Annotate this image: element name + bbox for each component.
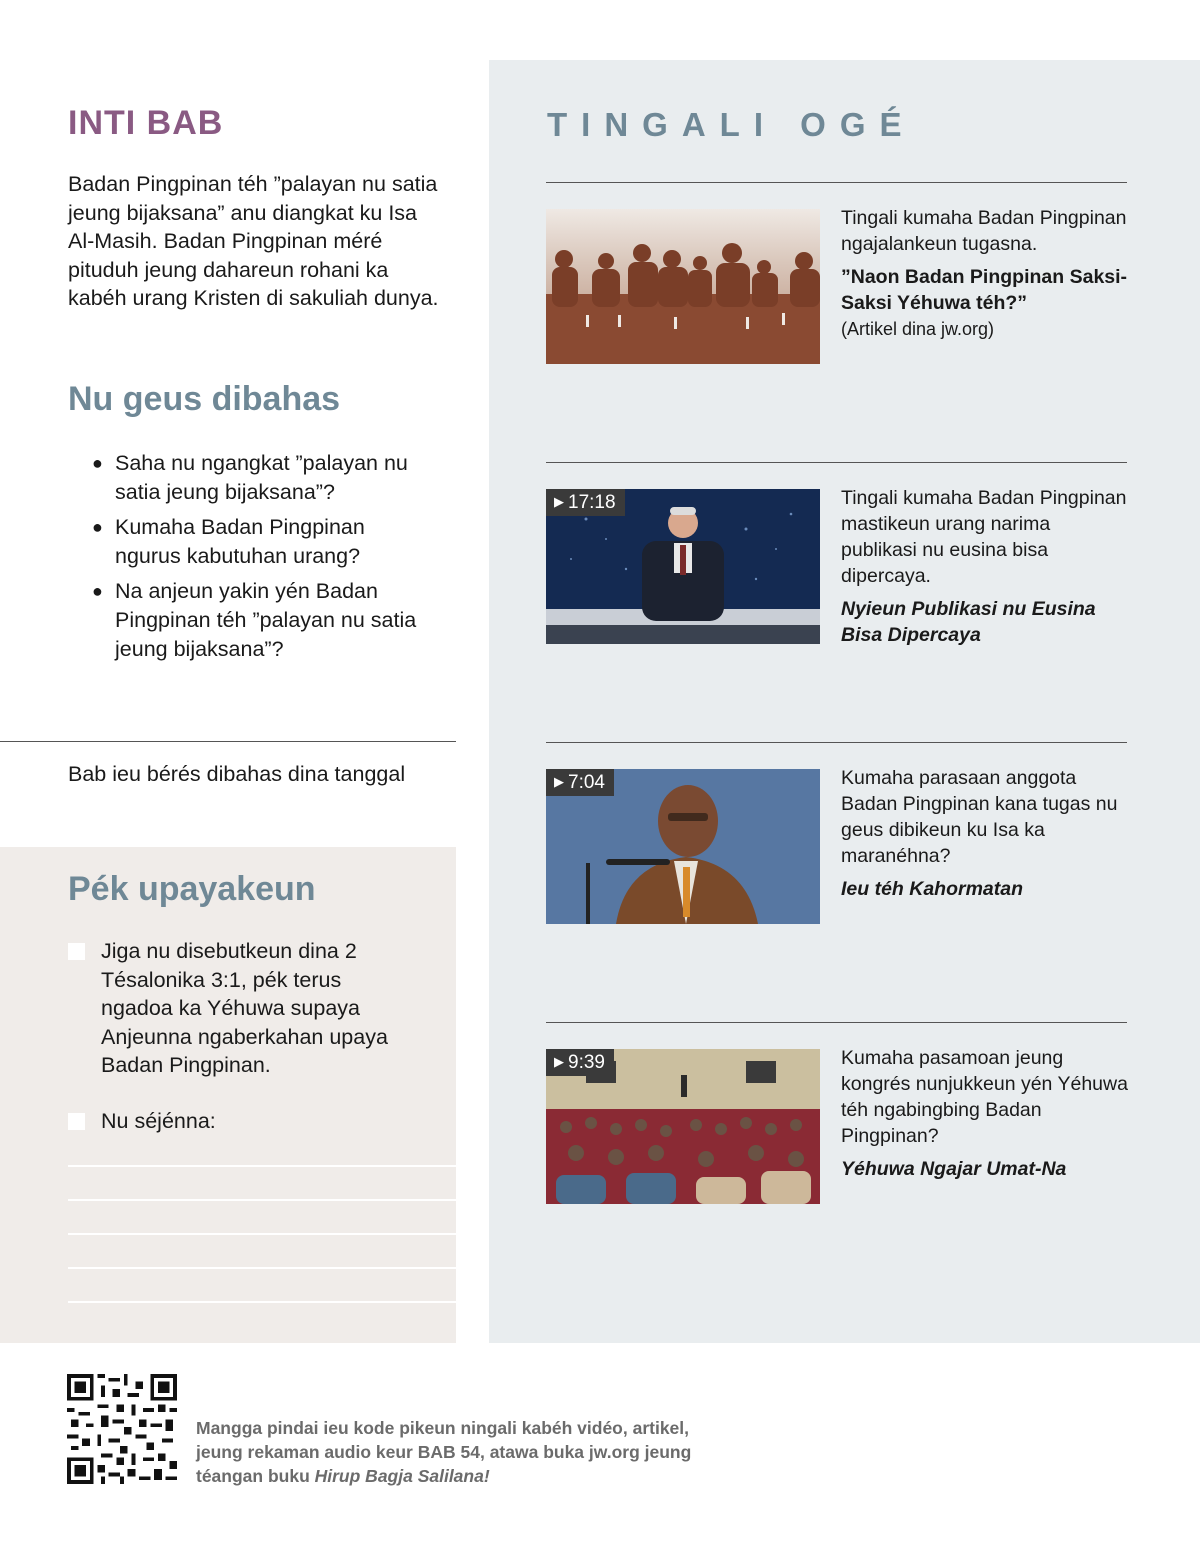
entry-video <box>841 485 1131 648</box>
task-item[interactable] <box>68 1107 398 1136</box>
video-title-link[interactable]: Yéhuwa Ngajar Umat-Na <box>841 1158 1067 1180</box>
entry-article <box>841 205 1131 342</box>
play-icon: ▶ <box>554 1054 564 1069</box>
bullet-icon: ● <box>92 517 103 538</box>
write-line[interactable] <box>68 1267 456 1269</box>
entry-description: Tingali kumaha Badan Pingpinan mastikeun urang narima publikasi nu eusina bisa dipercaya. <box>841 487 1127 587</box>
left-column <box>0 0 456 1343</box>
question-text: Kumaha Badan Pingpinan ngurus kabutuhan urang? <box>115 515 365 568</box>
question-text: Saha nu ngangkat ”palayan nu satia jeung bijaksana”? <box>115 451 408 504</box>
task-text: Nu séjénna: <box>101 1109 216 1133</box>
video-duration: ▶ 7:04 <box>546 769 614 796</box>
entry-video <box>841 1045 1131 1182</box>
inti-bab-body: Badan Pingpinan téh ”palayan nu satia jeung bijaksana” anu diangkat ku Isa Al-Masih. Badan Pingpinan méré pituduh jeung dahareun rohani ka kabéh urang Kristen di sakuliah dunya. <box>68 172 439 311</box>
inti-bab-heading: INTI BAB <box>68 104 224 142</box>
video-duration: ▶ 9:39 <box>546 1049 614 1076</box>
entry-video <box>841 765 1131 902</box>
video-thumbnail[interactable] <box>546 1049 820 1204</box>
entry-description: Kumaha parasaan anggota Badan Pingpinan kana tugas nu geus dibikeun ku Isa ka maranéhna? <box>841 767 1118 867</box>
see-also-heading: TINGALI OGÉ <box>547 106 916 143</box>
checkbox-icon[interactable] <box>68 1113 85 1130</box>
divider <box>0 741 456 742</box>
divider <box>546 182 1127 183</box>
write-line[interactable] <box>68 1301 456 1303</box>
divider <box>546 462 1127 463</box>
task-text: Jiga nu disebutkeun dina 2 Tésalonika 3:1, pék terus ngadoa ka Yéhuwa supaya Anjeunna ngaberkahan upaya Badan Pingpinan. <box>101 939 388 1078</box>
video-thumbnail[interactable] <box>546 769 820 924</box>
article-source: (Artikel dina jw.org) <box>841 319 995 339</box>
footer-text: Mangga pindai ieu kode pikeun ningali kabéh vidéo, artikel, jeung rekaman audio keur BAB 54, atawa buka jw.org jeung téangan buku <box>196 1418 692 1486</box>
review-question <box>92 513 422 570</box>
write-line[interactable] <box>68 1233 456 1235</box>
article-thumbnail[interactable] <box>546 209 820 364</box>
review-heading: Nu geus dibahas <box>68 380 341 418</box>
video-thumbnail[interactable] <box>546 489 820 644</box>
video-title-link[interactable]: Ieu téh Kahormatan <box>841 878 1024 900</box>
footer-instructions <box>196 1416 736 1488</box>
bullet-icon: ● <box>92 581 103 602</box>
play-icon: ▶ <box>554 774 564 789</box>
entry-description: Kumaha pasamoan jeung kongrés nunjukkeun yén Yéhuwa téh ngabingbing Badan Pingpinan? <box>841 1047 1128 1147</box>
completion-date-label: Bab ieu bérés dibahas dina tanggal <box>68 762 406 786</box>
video-duration: ▶ 17:18 <box>546 489 625 516</box>
book-title: Hirup Bagja Salilana! <box>314 1466 490 1486</box>
task-item[interactable] <box>68 937 398 1080</box>
write-line[interactable] <box>68 1165 456 1167</box>
try-this-heading: Pék upayakeun <box>68 870 316 908</box>
article-title-link[interactable]: ”Naon Badan Pingpinan Saksi-Saksi Yéhuwa téh?” <box>841 266 1128 314</box>
meeting-silhouette-image <box>546 209 820 364</box>
divider <box>546 1022 1127 1023</box>
review-questions <box>92 449 422 670</box>
review-question <box>92 577 422 663</box>
qr-code[interactable] <box>67 1374 177 1484</box>
video-title-link[interactable]: Nyieun Publikasi nu Eusina Bisa Dipercaya <box>841 598 1096 646</box>
play-icon: ▶ <box>554 494 564 509</box>
review-question <box>92 449 422 506</box>
entry-description: Tingali kumaha Badan Pingpinan ngajalankeun tugasna. <box>841 207 1127 255</box>
question-text: Na anjeun yakin yén Badan Pingpinan téh ”palayan nu satia jeung bijaksana”? <box>115 579 417 661</box>
bullet-icon: ● <box>92 453 103 473</box>
divider <box>546 742 1127 743</box>
checkbox-icon[interactable] <box>68 943 85 960</box>
write-line[interactable] <box>68 1199 456 1201</box>
